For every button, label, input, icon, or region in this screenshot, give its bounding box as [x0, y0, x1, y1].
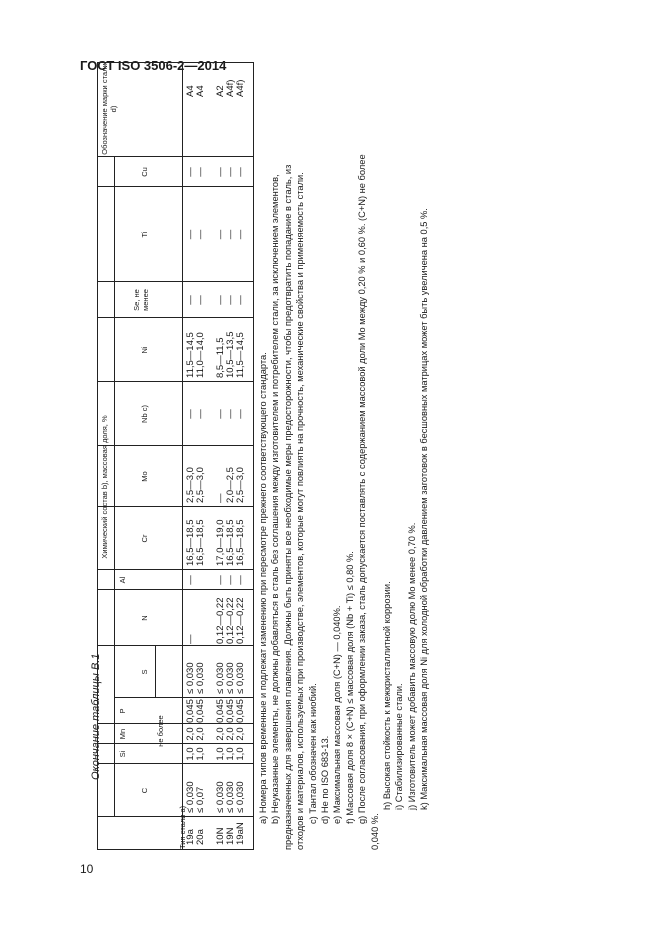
col-cu: — — — — — — [185, 167, 246, 177]
header-mn: Mn — [118, 728, 127, 740]
composition-table — [97, 62, 254, 850]
col-se: — — — — — — [185, 295, 246, 305]
footnote-b-cont-2: отходов и материалов, используемых при производстве, элементов, которые могут повлиять на прочность, механические свойства и применяемость стали. — [295, 172, 306, 850]
col-steel-mark: А4 А4 А2 А4f) А4f) — [185, 79, 246, 97]
header-type: Тип стали a) — [178, 805, 187, 849]
footnote-e: e) Максимальная массовая доля (C+N) — 0,040%. — [332, 605, 343, 824]
col-ti: — — — — — — [185, 229, 246, 240]
header-ti: Ti — [140, 231, 149, 238]
footnote-d: d) Не по ISO 683-13. — [320, 735, 331, 824]
header-si: Si — [118, 750, 127, 758]
rotated-content — [97, 60, 430, 850]
header-n: N — [140, 615, 149, 621]
table-continuation-caption: Окончание таблицы В.1 — [90, 653, 102, 780]
header-c: C — [140, 787, 149, 794]
header-se: Se, не менее — [132, 289, 150, 311]
header-mo: Mo — [140, 471, 149, 482]
col-n: — 0,12—0,22 0,12—0,22 0,12—0,22 — [185, 597, 246, 644]
col-c: ≤ 0,030 ≤ 0,07 ≤ 0,030 ≤ 0,030 ≤ 0,030 — [185, 781, 246, 813]
footnote-b-cont-1: предназначенных для завершения плавления. Должны быть приняты все необходимые меры предосторожности, чтобы предотвратить попадание в сталь, из — [282, 164, 293, 850]
footnote-h: h) Высокая стойкость к межкристаллитной коррозии. — [382, 581, 393, 810]
col-ni: 11,5—14,5 11,0—14,0 8,5—11,5 10,5—13,5 11,5—14,5 — [185, 331, 246, 378]
col-nb: — — — — — — [185, 409, 246, 419]
document-header: ГОСТ ISO 3506-2—2014 — [80, 58, 227, 73]
header-s: S — [140, 669, 149, 675]
table-footnotes — [257, 60, 431, 850]
footnote-g-cont: 0,040 %. — [369, 813, 380, 850]
col-mo: 2,5—3,0 2,5—3,0 — 2,0—2,5 2,5—3,0 — [185, 467, 246, 503]
col-type: 19a 20a 10N 19N 19aN — [185, 822, 246, 845]
header-cr: Cr — [140, 534, 149, 543]
header-p: P — [118, 708, 127, 714]
footnote-b: b) Неуказанные элементы, не должны добавляться в сталь без соглашения между изготовителем и потребителем стали, за исключением элементов, — [270, 174, 281, 824]
col-si: 1,0 1,0 1,0 1,0 1,0 — [185, 747, 246, 761]
col-cr: 16,5—18,5 16,5—18,5 17,0—19,0 16,5—18,5 16,5—18,5 — [185, 519, 246, 566]
header-steel-mark: Обозначение марки стали d) — [100, 63, 118, 155]
col-s: ≤ 0,030 ≤ 0,030 ≤ 0,030 ≤ 0,030 ≤ 0,030 — [185, 662, 246, 694]
footnote-g: g) После согласования, при оформлении заказа, сталь допускается поставлять с содержанием массовой доли Mo между 0,20 % и 0,60 %. (C+N) не более — [357, 154, 368, 824]
header-chem-group: Химический состав b), массовая доля, % — [100, 415, 109, 559]
footnote-c: c) Тантал обозначен как ниобий. — [307, 683, 318, 824]
col-p: 0,045 0,045 0,045 0,045 0,045 — [185, 699, 246, 723]
col-al: — — — — — [185, 575, 246, 585]
footnote-j: j) Изготовитель может добавить массовую долю Mo менее 0,70 %. — [406, 522, 417, 810]
header-al: Al — [118, 576, 127, 584]
header-nb: Nb c) — [140, 405, 149, 423]
footnote-f: f) Массовая доля 8 × (C+N) ≤ массовая доля (Nb + Ti) ≤ 0,80 %. — [344, 551, 355, 824]
page-number: 10 — [80, 862, 94, 876]
header-not-more: не более — [156, 715, 165, 747]
header-cu: Cu — [140, 167, 149, 177]
footnote-a: a) Номера типов временные и подлежат изменению при пересмотре прежнего соответствующего стандарта. — [258, 352, 268, 824]
footnote-i: i) Стабилизированные стали. — [394, 683, 405, 810]
header-ni: Ni — [140, 346, 149, 354]
col-mn: 2,0 2,0 2,0 2,0 2,0 — [185, 727, 246, 741]
footnote-k: k) Максимальная массовая доля Ni для холодной обработки давлением заготовок в бесшовных матрицах может быть увеличена на 0,5 %. — [419, 208, 430, 810]
